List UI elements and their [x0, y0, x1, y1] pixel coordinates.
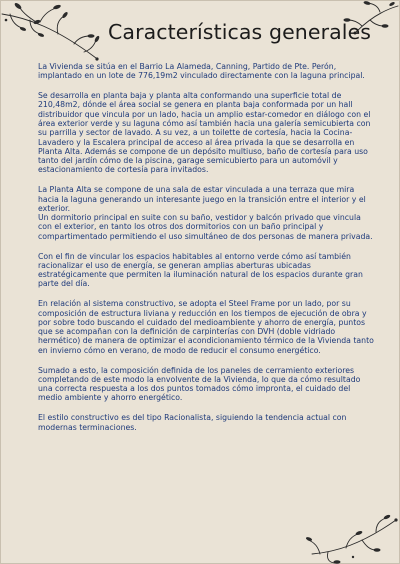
- page-title: Características generales: [108, 20, 372, 44]
- paragraph-openings: Con el fin de vincular los espacios habitables al entorno verde cómo así también racionalizar el uso de energía, se generan amplias aberturas ubicadas estratégicamente que permiten la iluminación natural de los espacios durante gran parte del día.: [38, 251, 363, 289]
- paragraph-ground-floor: Se desarrolla en planta baja y planta alta conformando una superficie total de 210,48m2, dónde el área social se genera en planta baja conformada por un hall distribuidor que vincula por un lado, hacia un amplio estar-comedor en diálogo con el área exterior verde y su laguna cómo así también hacia una galería semicubierta con su parrilla y sector de lavado. A su vez, a un toilette de cortesía, hacia la Cocina-Lavadero y la Escalera principal de acceso al área privada la que se desarrolla en Planta Alta. Además se compone de un depósito multiuso, baño de cortesía para uso tanto del jardín cómo de la piscina, garage semicubierto para un automóvil y estacionamiento de cortesía para invitados.: [38, 91, 371, 175]
- paragraph-upper-floor: La Planta Alta se compone de una sala de estar vinculada a una terraza que mira hacia la laguna generando un interesante juego en la transición entre el interior y el exterior. Un dormitorio principal en suite con su baño, vestidor y balcón privado que vincula con el exterior, en tanto los otros dos dormitorios con un baño principal y compartimentado permitiendo el uso simultáneo de dos personas de manera privada.: [38, 185, 373, 241]
- paragraph-construction-system: En relación al sistema constructivo, se adopta el Steel Frame por un lado, por su composición de estructura liviana y reducción en los tiempos de ejecución de obra y por sobre todo buscando el cuidado del medioambiente y ahorro de energía, puntos que se acompañan con la definición de carpinterías con DVH (doble vidriado hermético) de manera de optimizar el acondicionamiento térmico de la Vivienda tanto en invierno cómo en verano, de modo de reducir el consumo energético.: [38, 299, 374, 355]
- body-text: [38, 62, 374, 432]
- paragraph-style: El estilo constructivo es del tipo Racionalista, siguiendo la tendencia actual con modernas terminaciones.: [38, 413, 347, 432]
- bottom-right-vine-icon: [306, 510, 400, 564]
- paragraph-location: La Vivienda se sitúa en el Barrio La Alameda, Canning, Partido de Pte. Perón, implantado en un lote de 776,19m2 vinculado directamente con la laguna principal.: [38, 62, 365, 81]
- top-left-vine-icon: [0, 0, 110, 70]
- paragraph-envelope: Sumado a esto, la composición definida de los paneles de cerramiento exteriores completando de este modo la envolvente de la Vivienda, lo que da cómo resultado una correcta respuesta a los dos puntos tomados cómo impronta, el cuidado del medio ambiente y ahorro energético.: [38, 365, 361, 403]
